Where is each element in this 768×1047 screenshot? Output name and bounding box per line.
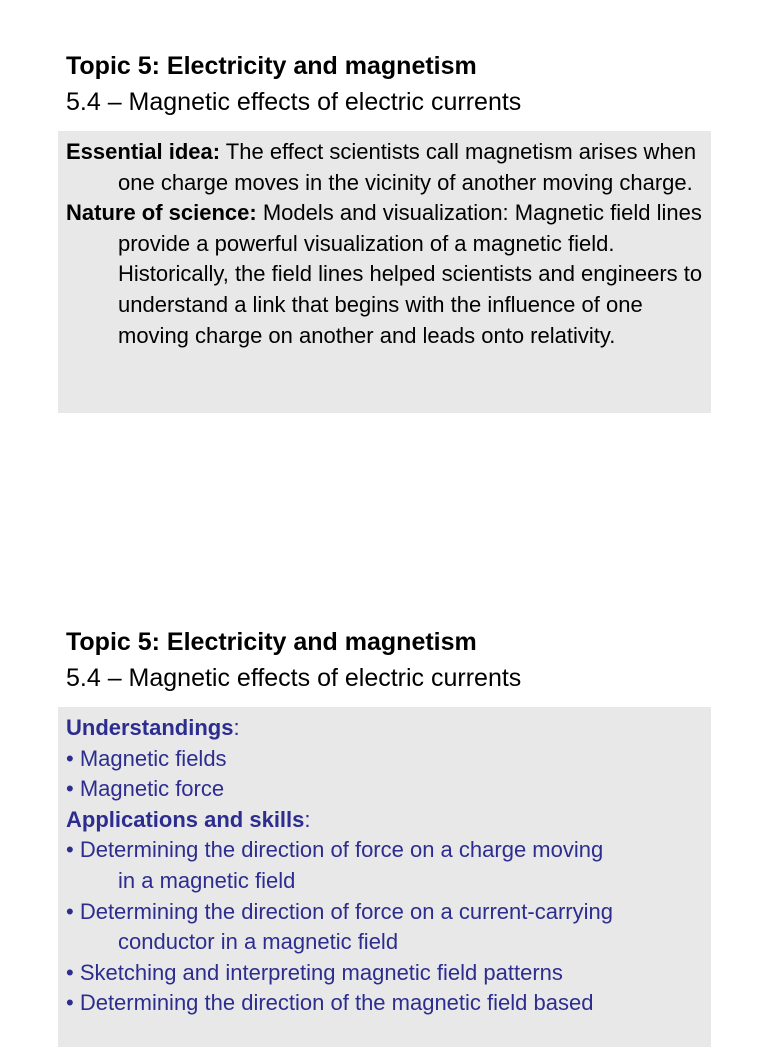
list-item-continuation: in a magnetic field <box>118 867 296 893</box>
list-item: • Determining the direction of force on a current-carrying <box>66 898 613 924</box>
essential-idea-label: Essential idea: <box>66 139 221 164</box>
understandings-box <box>58 707 711 1047</box>
list-item: • Determining the direction of force on a charge moving <box>66 837 604 863</box>
essential-idea-paragraph <box>66 137 703 198</box>
subtopic-title: 5.4 – Magnetic effects of electric currents <box>66 664 522 692</box>
list-item: • Magnetic fields <box>66 745 227 771</box>
essential-idea-box <box>58 131 711 413</box>
topic-title: Topic 5: Electricity and magnetism <box>66 628 477 656</box>
understandings-heading <box>66 713 703 744</box>
list-item: • Determining the direction of the magnetic field based <box>66 990 594 1016</box>
applications-heading <box>66 805 703 836</box>
nature-of-science-text: Models and visualization: Magnetic field lines provide a powerful visualization of a magnetic field. Historically, the field lines helped scientists and engineers to understand a link that begins with the influence of one moving charge on another and leads onto relativity. <box>118 200 703 348</box>
list-item: • Magnetic force <box>66 776 225 802</box>
list-item: • Sketching and interpreting magnetic field patterns <box>66 959 563 985</box>
subtopic-title: 5.4 – Magnetic effects of electric currents <box>66 88 522 116</box>
understandings-colon: : <box>233 715 240 740</box>
applications-label: Applications and skills <box>66 806 305 832</box>
list-item-continuation: conductor in a magnetic field <box>118 929 399 955</box>
applications-colon: : <box>304 806 311 832</box>
nature-of-science-label: Nature of science: <box>66 200 257 226</box>
essential-idea-text: The effect scientists call magnetism arises when one charge moves in the vicinity of another moving charge. <box>118 139 697 195</box>
topic-title: Topic 5: Electricity and magnetism <box>66 52 477 80</box>
nature-of-science-paragraph <box>66 198 703 351</box>
understandings-label: Understandings <box>66 715 234 740</box>
